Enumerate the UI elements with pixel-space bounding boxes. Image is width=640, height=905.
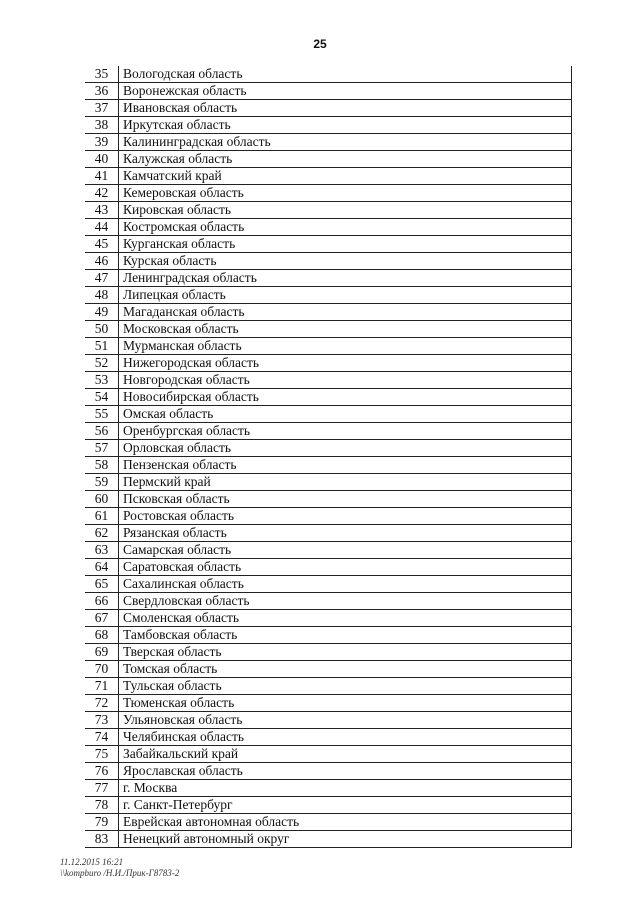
region-name-cell: Мурманская область bbox=[119, 338, 572, 355]
region-name-cell: Ростовская область bbox=[119, 508, 572, 525]
regions-table bbox=[85, 66, 572, 848]
table-row bbox=[85, 814, 572, 831]
table-row bbox=[85, 219, 572, 236]
region-name-cell: Ульяновская область bbox=[119, 712, 572, 729]
region-name-cell: Камчатский край bbox=[119, 168, 572, 185]
region-code-cell: 36 bbox=[85, 83, 119, 100]
region-code-cell: 38 bbox=[85, 117, 119, 134]
table-row bbox=[85, 525, 572, 542]
region-code-cell: 43 bbox=[85, 202, 119, 219]
table-row bbox=[85, 185, 572, 202]
region-code-cell: 68 bbox=[85, 627, 119, 644]
region-name-cell: Тульская область bbox=[119, 678, 572, 695]
region-code-cell: 42 bbox=[85, 185, 119, 202]
footer-timestamp: 11.12.2015 16:21 bbox=[60, 857, 124, 867]
region-code-cell: 54 bbox=[85, 389, 119, 406]
region-name-cell: Псковская область bbox=[119, 491, 572, 508]
region-name-cell: Пермский край bbox=[119, 474, 572, 491]
region-name-cell: Орловская область bbox=[119, 440, 572, 457]
region-code-cell: 70 bbox=[85, 661, 119, 678]
region-code-cell: 71 bbox=[85, 678, 119, 695]
table-row bbox=[85, 457, 572, 474]
region-name-cell: Омская область bbox=[119, 406, 572, 423]
table-row bbox=[85, 389, 572, 406]
region-name-cell: Нижегородская область bbox=[119, 355, 572, 372]
table-row bbox=[85, 678, 572, 695]
table-row bbox=[85, 763, 572, 780]
table-row bbox=[85, 304, 572, 321]
region-name-cell: Тверская область bbox=[119, 644, 572, 661]
table-row bbox=[85, 593, 572, 610]
region-name-cell: Тюменская область bbox=[119, 695, 572, 712]
region-code-cell: 39 bbox=[85, 134, 119, 151]
table-row bbox=[85, 797, 572, 814]
region-code-cell: 58 bbox=[85, 457, 119, 474]
region-name-cell: Кировская область bbox=[119, 202, 572, 219]
region-code-cell: 37 bbox=[85, 100, 119, 117]
region-code-cell: 56 bbox=[85, 423, 119, 440]
region-name-cell: Ненецкий автономный округ bbox=[119, 831, 572, 848]
table-row bbox=[85, 474, 572, 491]
table-row bbox=[85, 134, 572, 151]
table-row bbox=[85, 627, 572, 644]
regions-table-body bbox=[85, 66, 572, 848]
region-name-cell: г. Москва bbox=[119, 780, 572, 797]
region-name-cell: Липецкая область bbox=[119, 287, 572, 304]
table-row bbox=[85, 780, 572, 797]
table-row bbox=[85, 491, 572, 508]
region-code-cell: 66 bbox=[85, 593, 119, 610]
table-row bbox=[85, 66, 572, 83]
region-code-cell: 41 bbox=[85, 168, 119, 185]
region-code-cell: 35 bbox=[85, 66, 119, 83]
table-row bbox=[85, 321, 572, 338]
table-row bbox=[85, 338, 572, 355]
table-row bbox=[85, 355, 572, 372]
region-code-cell: 79 bbox=[85, 814, 119, 831]
table-row bbox=[85, 729, 572, 746]
table-row bbox=[85, 661, 572, 678]
region-name-cell: Челябинская область bbox=[119, 729, 572, 746]
region-code-cell: 57 bbox=[85, 440, 119, 457]
region-code-cell: 74 bbox=[85, 729, 119, 746]
region-name-cell: Рязанская область bbox=[119, 525, 572, 542]
region-code-cell: 62 bbox=[85, 525, 119, 542]
region-name-cell: Томская область bbox=[119, 661, 572, 678]
table-row bbox=[85, 695, 572, 712]
region-name-cell: Ленинградская область bbox=[119, 270, 572, 287]
region-name-cell: Курская область bbox=[119, 253, 572, 270]
region-code-cell: 76 bbox=[85, 763, 119, 780]
table-row bbox=[85, 406, 572, 423]
region-code-cell: 75 bbox=[85, 746, 119, 763]
footer-file-path: \\kompburo /Н.И./Прик-Г8783-2 bbox=[60, 868, 180, 878]
region-code-cell: 77 bbox=[85, 780, 119, 797]
region-code-cell: 46 bbox=[85, 253, 119, 270]
region-name-cell: Кемеровская область bbox=[119, 185, 572, 202]
region-code-cell: 48 bbox=[85, 287, 119, 304]
region-name-cell: Забайкальский край bbox=[119, 746, 572, 763]
region-code-cell: 73 bbox=[85, 712, 119, 729]
region-name-cell: Пензенская область bbox=[119, 457, 572, 474]
table-row bbox=[85, 236, 572, 253]
table-row bbox=[85, 746, 572, 763]
region-name-cell: Новосибирская область bbox=[119, 389, 572, 406]
page-number: 25 bbox=[313, 37, 327, 51]
region-code-cell: 65 bbox=[85, 576, 119, 593]
table-row bbox=[85, 542, 572, 559]
region-code-cell: 40 bbox=[85, 151, 119, 168]
region-name-cell: Ярославская область bbox=[119, 763, 572, 780]
region-name-cell: г. Санкт-Петербург bbox=[119, 797, 572, 814]
region-name-cell: Оренбургская область bbox=[119, 423, 572, 440]
table-row bbox=[85, 644, 572, 661]
table-row bbox=[85, 610, 572, 627]
region-name-cell: Воронежская область bbox=[119, 83, 572, 100]
table-row bbox=[85, 117, 572, 134]
region-code-cell: 59 bbox=[85, 474, 119, 491]
region-name-cell: Иркутская область bbox=[119, 117, 572, 134]
table-row bbox=[85, 270, 572, 287]
table-row bbox=[85, 576, 572, 593]
region-code-cell: 52 bbox=[85, 355, 119, 372]
region-code-cell: 72 bbox=[85, 695, 119, 712]
region-code-cell: 44 bbox=[85, 219, 119, 236]
region-code-cell: 64 bbox=[85, 559, 119, 576]
region-code-cell: 61 bbox=[85, 508, 119, 525]
region-name-cell: Еврейская автономная область bbox=[119, 814, 572, 831]
region-code-cell: 67 bbox=[85, 610, 119, 627]
region-name-cell: Ивановская область bbox=[119, 100, 572, 117]
region-name-cell: Московская область bbox=[119, 321, 572, 338]
table-row bbox=[85, 440, 572, 457]
table-row bbox=[85, 423, 572, 440]
region-name-cell: Костромская область bbox=[119, 219, 572, 236]
region-code-cell: 55 bbox=[85, 406, 119, 423]
table-row bbox=[85, 202, 572, 219]
region-name-cell: Курганская область bbox=[119, 236, 572, 253]
region-code-cell: 45 bbox=[85, 236, 119, 253]
table-row bbox=[85, 559, 572, 576]
region-code-cell: 78 bbox=[85, 797, 119, 814]
document-footer bbox=[60, 857, 179, 879]
region-code-cell: 50 bbox=[85, 321, 119, 338]
table-row bbox=[85, 508, 572, 525]
region-name-cell: Вологодская область bbox=[119, 66, 572, 83]
region-name-cell: Калужская область bbox=[119, 151, 572, 168]
region-name-cell: Самарская область bbox=[119, 542, 572, 559]
region-name-cell: Саратовская область bbox=[119, 559, 572, 576]
region-name-cell: Свердловская область bbox=[119, 593, 572, 610]
region-code-cell: 53 bbox=[85, 372, 119, 389]
region-code-cell: 49 bbox=[85, 304, 119, 321]
region-code-cell: 60 bbox=[85, 491, 119, 508]
table-row bbox=[85, 151, 572, 168]
region-name-cell: Новгородская область bbox=[119, 372, 572, 389]
table-row bbox=[85, 253, 572, 270]
region-code-cell: 51 bbox=[85, 338, 119, 355]
table-row bbox=[85, 831, 572, 848]
region-code-cell: 47 bbox=[85, 270, 119, 287]
region-name-cell: Магаданская область bbox=[119, 304, 572, 321]
table-row bbox=[85, 712, 572, 729]
table-row bbox=[85, 287, 572, 304]
table-row bbox=[85, 372, 572, 389]
region-code-cell: 83 bbox=[85, 831, 119, 848]
region-name-cell: Тамбовская область bbox=[119, 627, 572, 644]
table-row bbox=[85, 168, 572, 185]
table-row bbox=[85, 83, 572, 100]
region-code-cell: 63 bbox=[85, 542, 119, 559]
region-name-cell: Калининградская область bbox=[119, 134, 572, 151]
region-name-cell: Сахалинская область bbox=[119, 576, 572, 593]
table-row bbox=[85, 100, 572, 117]
region-code-cell: 69 bbox=[85, 644, 119, 661]
region-name-cell: Смоленская область bbox=[119, 610, 572, 627]
